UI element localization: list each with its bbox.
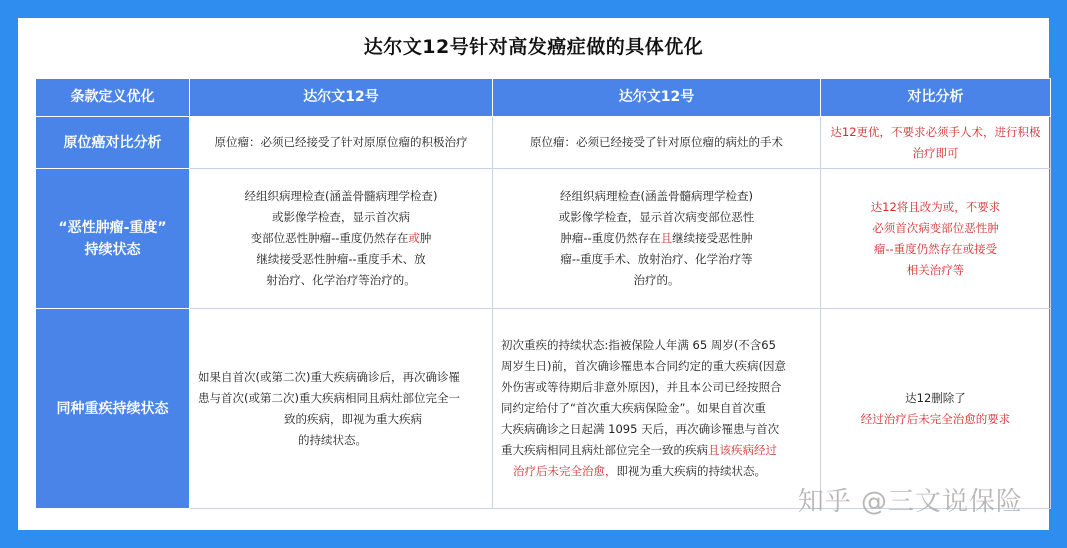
row-label: “恶性肿瘤-重度” 持续状态 — [36, 169, 190, 309]
highlight-text: 或 — [408, 231, 420, 245]
comparison-table — [35, 78, 1051, 509]
analysis-cell: 达12删除了 经过治疗后未完全治愈的要求 — [821, 309, 1051, 509]
highlight-text: 且该疾病经过 — [708, 443, 777, 457]
header-col2: 达尔文12号 — [493, 79, 821, 117]
page-title: 达尔文12号针对高发癌症做的具体优化 — [363, 36, 704, 58]
analysis-cell: 达12将且改为或，不要求 必须首次病变部位恶性肿 瘤--重度仍然存在或接受 相关治疗等 — [821, 169, 1051, 309]
cell: 经组织病理检查(涵盖骨髓病理学检查) 或影像学检查，显示首次病 变部位恶性肿瘤--重度仍然存在或肿 继续接受恶性肿瘤--重度手术、放 射治疗、化学治疗等治疗的。 — [190, 169, 493, 309]
cell: 如果自首次(或第二次)重大疾病确诊后，再次确诊罹 患与首次(或第二次)重大疾病相同且病灶部位完全一 致的疾病，即视为重大疾病 的持续状态。 — [190, 309, 493, 509]
highlight-text: 且 — [660, 231, 673, 245]
highlight-text: 治疗后未完全治愈， — [513, 464, 617, 478]
content-card — [18, 18, 1049, 530]
watermark-text: 知乎 @三文说保险 — [797, 487, 1023, 517]
row-label: 同种重疾持续状态 — [36, 309, 190, 509]
cell: 初次重疾的持续状态:指被保险人年满 65 周岁(不含65 周岁生日)前，首次确诊罹患本合同约定的重大疾病(因意 外伤害或等待期后非意外原因)，并且本公司已经按照合 同约定给付了“首次重大疾病保险金”。如果自首次重 大疾病确诊之日起满 1095 天后，再次确诊罹患与首次 重大疾病相同且病灶部位完全一致的疾病且该疾病经过 治疗后未完全治愈，即视为重大疾病的持续状态。 — [493, 309, 821, 509]
cell: 原位瘤：必须已经接受了针对原位瘤的病灶的手术 — [493, 117, 821, 169]
table-row — [36, 309, 1051, 509]
header-col1: 达尔文12号 — [190, 79, 493, 117]
analysis-cell: 达12更优，不要求必须手人术，进行积极治疗即可 — [821, 117, 1051, 169]
header-analysis: 对比分析 — [821, 79, 1051, 117]
row-label: 原位癌对比分析 — [36, 117, 190, 169]
cell: 经组织病理检查(涵盖骨髓病理学检查) 或影像学检查，显示首次病变部位恶性 肿瘤--重度仍然存在且继续接受恶性肿 瘤--重度手术、放射治疗、化学治疗等 治疗的。 — [493, 169, 821, 309]
header-clause: 条款定义优化 — [36, 79, 190, 117]
table-row — [36, 117, 1051, 169]
cell: 原位瘤：必须已经接受了针对原原位瘤的积极治疗 — [190, 117, 493, 169]
table-row — [36, 169, 1051, 309]
table-header-row — [36, 79, 1051, 117]
